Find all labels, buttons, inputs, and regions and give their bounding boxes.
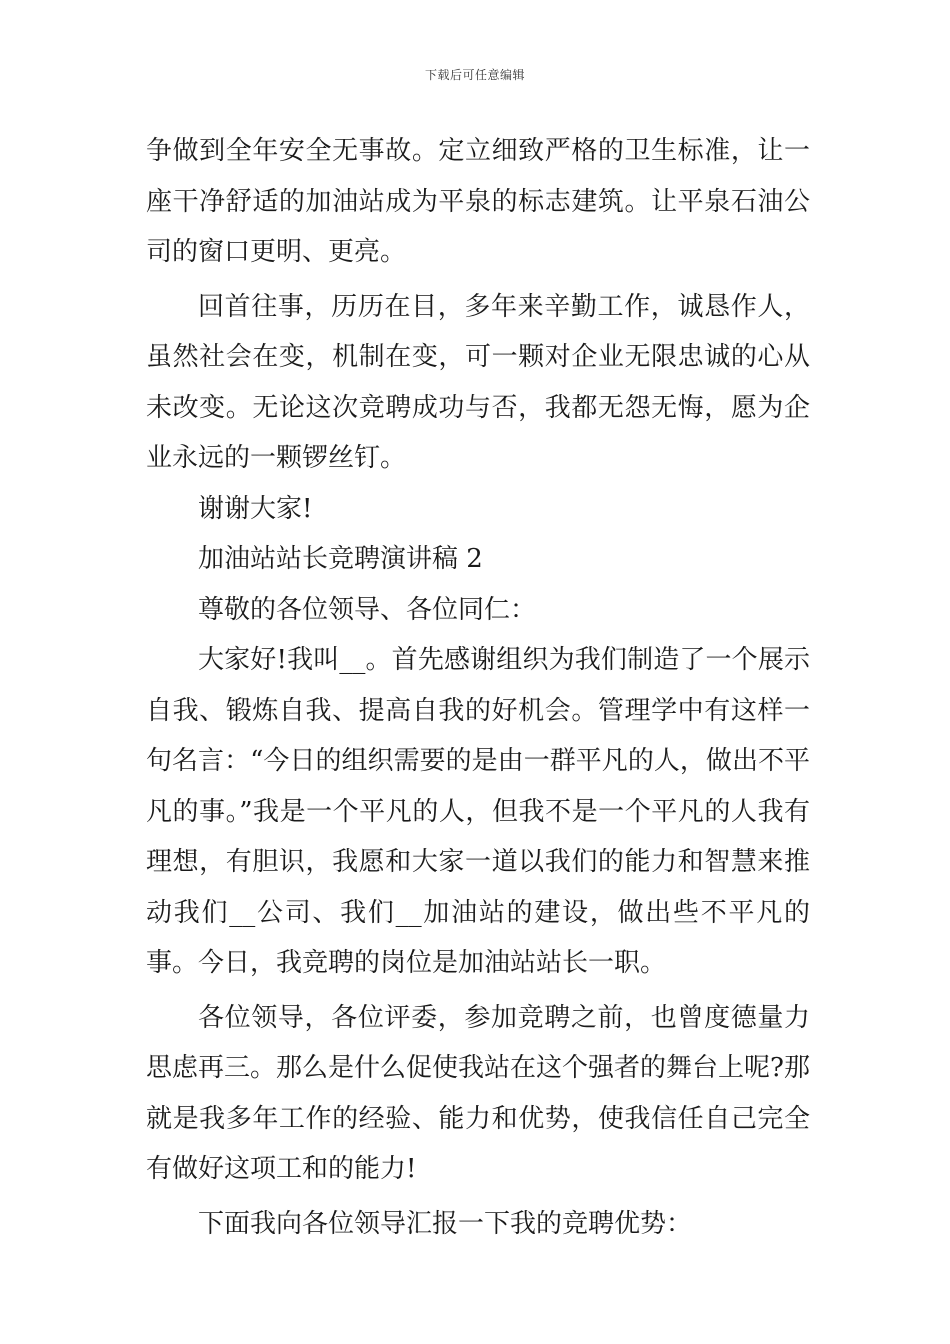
paragraph-2: 回首往事，历历在目，多年来辛勤工作，诚恳作人，虽然社会在变，机制在变，可一颗对企业无限忠诚的心从未改变。无论这次竞聘成功与否，我都无怨无悔，愿为企业永远的一颗锣丝钉。 bbox=[146, 291, 810, 473]
paragraph-1: 争做到全年安全无事故。定立细致严格的卫生标准，让一座干净舒适的加油站成为平泉的标志建筑。让平泉石油公司的窗口更明、更亮。 bbox=[146, 136, 810, 267]
document-body bbox=[146, 126, 810, 1249]
page-header: 下载后可任意编辑 bbox=[424, 68, 525, 82]
paragraph-salutation: 尊敬的各位领导、各位同仁： bbox=[198, 594, 537, 625]
paragraph-5: 大家好!我叫__。首先感谢组织为我们制造了一个展示自我、锻炼自我、提高自我的好机会。管理学中有这样一句名言：“今日的组织需要的是由一群平凡的人，做出不平凡的事。”我是一个平凡的人，但我不是一个平凡的人我有理想，有胆识，我愿和大家一道以我们的能力和智慧来推动我们__公司、我们__加油站的建设，做出些不平凡的事。今日，我竞聘的岗位是加油站站长一职。 bbox=[146, 645, 810, 978]
paragraph-7: 下面我向各位领导汇报一下我的竞聘优势： bbox=[198, 1208, 693, 1239]
paragraph-3: 谢谢大家! bbox=[198, 493, 313, 524]
section-title: 加油站站长竞聘演讲稿 2 bbox=[198, 544, 483, 574]
paragraph-6: 各位领导，各位评委，参加竞聘之前，也曾度德量力思虑再三。那么是什么促使我站在这个强者的舞台上呢?那就是我多年工作的经验、能力和优势，使我信任自己完全有做好这项工和的能力! bbox=[146, 1002, 810, 1184]
